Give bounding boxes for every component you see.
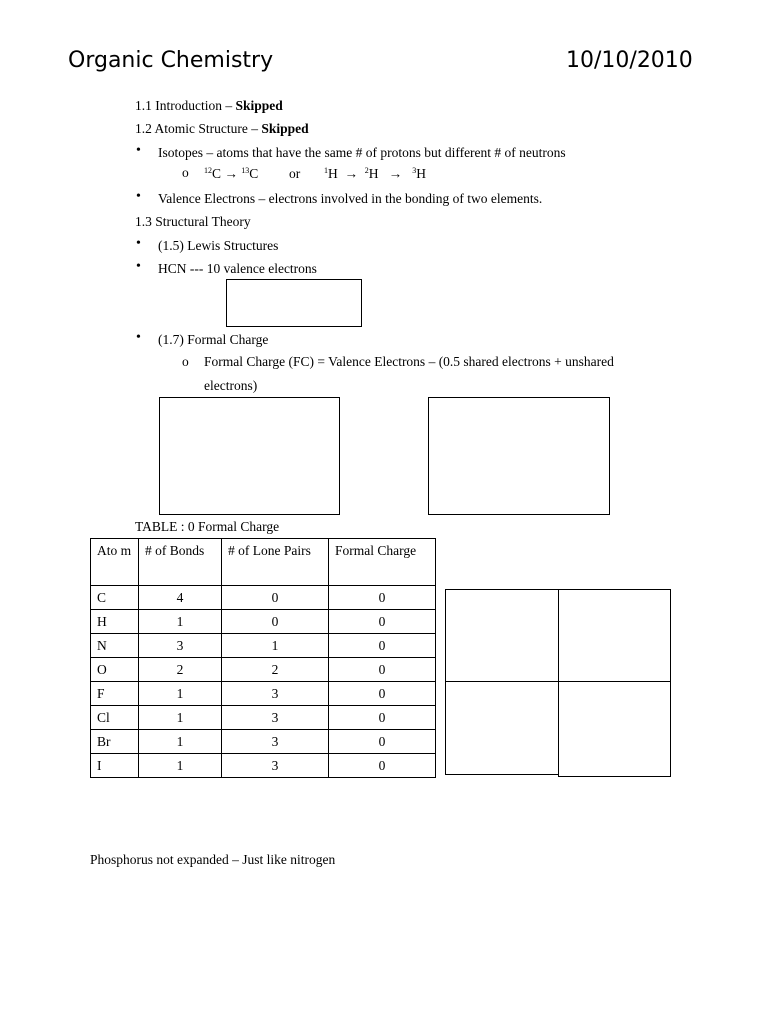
table-cell: 1 xyxy=(139,682,222,706)
table-cell: 1 xyxy=(139,730,222,754)
table-cell: 3 xyxy=(222,754,329,778)
table-cell: H xyxy=(91,610,139,634)
section-intro-status: Skipped xyxy=(235,98,283,113)
table-cell: 0 xyxy=(329,586,436,610)
arrow-icon: → xyxy=(388,166,403,181)
table-cell: 0 xyxy=(222,586,329,610)
table-cell: 0 xyxy=(329,682,436,706)
circle-bullet-icon: o xyxy=(182,165,189,180)
formal-charge-definition: Formal Charge (FC) = Valence Electrons – (0.5 shared electrons + unshared xyxy=(204,354,614,369)
column-header-formal-charge: Formal Charge xyxy=(329,539,436,586)
table-row xyxy=(91,754,436,778)
formal-charge-box-left xyxy=(159,397,340,515)
table-cell: Br xyxy=(91,730,139,754)
hcn-valence: HCN --- 10 valence electrons xyxy=(158,261,317,276)
grid-box-top-right xyxy=(558,589,671,682)
table-cell: 0 xyxy=(329,706,436,730)
table-cell: 0 xyxy=(329,730,436,754)
arrow-icon: → xyxy=(344,166,358,181)
lewis-structures: (1.5) Lewis Structures xyxy=(158,238,279,253)
isotopes-definition: Isotopes – atoms that have the same # of protons but different # of neutrons xyxy=(158,145,566,160)
formal-charge-box-right xyxy=(428,397,610,515)
table-cell: 1 xyxy=(139,706,222,730)
table-cell: F xyxy=(91,682,139,706)
arrow-icon: → xyxy=(224,166,238,181)
table-row xyxy=(91,658,436,682)
table-row xyxy=(91,706,436,730)
dot-bullet-icon: • xyxy=(136,330,141,345)
section-intro xyxy=(135,98,283,114)
section-intro-label: 1.1 Introduction – xyxy=(135,98,236,113)
formal-charge-heading: (1.7) Formal Charge xyxy=(158,332,269,347)
section-atomic-label: 1.2 Atomic Structure – xyxy=(135,121,262,136)
table-cell: 3 xyxy=(222,730,329,754)
table-cell: 1 xyxy=(222,634,329,658)
dot-bullet-icon: • xyxy=(136,236,141,251)
column-header-atom: Ato m xyxy=(91,539,139,586)
table-cell: Cl xyxy=(91,706,139,730)
formal-charge-definition-cont: electrons) xyxy=(204,378,258,393)
isotope-example: $^{12}$C → $^{13}$C xyxy=(204,166,259,181)
table-cell: 2 xyxy=(222,658,329,682)
grid-box-top-left xyxy=(445,589,559,682)
dot-bullet-icon: • xyxy=(136,143,141,158)
table-cell: 3 xyxy=(222,706,329,730)
page-title: Organic Chemistry xyxy=(68,48,274,73)
table-header-row xyxy=(91,539,436,586)
table-cell: 4 xyxy=(139,586,222,610)
table-cell: 0 xyxy=(329,610,436,634)
table-row xyxy=(91,586,436,610)
table-row xyxy=(91,730,436,754)
hcn-structure-box xyxy=(226,279,362,327)
table-cell: 1 xyxy=(139,610,222,634)
dot-bullet-icon: • xyxy=(136,189,141,204)
hydrogen-isotopes: $^1$H → $^2$H → $^3$H xyxy=(324,166,426,181)
dot-bullet-icon: • xyxy=(136,259,141,274)
page-date: 10/10/2010 xyxy=(566,48,693,73)
valence-definition: Valence Electrons – electrons involved in the bonding of two elements. xyxy=(158,191,543,206)
table-cell: N xyxy=(91,634,139,658)
table-row xyxy=(91,682,436,706)
grid-box-bottom-right xyxy=(558,681,671,777)
table-cell: O xyxy=(91,658,139,682)
table-cell: 2 xyxy=(139,658,222,682)
isotope-or: or xyxy=(289,166,301,181)
table-cell: 0 xyxy=(329,634,436,658)
table-cell: 3 xyxy=(222,682,329,706)
table-caption: TABLE : 0 Formal Charge xyxy=(135,519,280,534)
section-atomic-status: Skipped xyxy=(261,121,309,136)
section-atomic xyxy=(135,121,309,137)
table-row xyxy=(91,634,436,658)
column-header-bonds: # of Bonds xyxy=(139,539,222,586)
table-cell: 0 xyxy=(222,610,329,634)
grid-box-bottom-left xyxy=(445,681,559,775)
table-cell: 3 xyxy=(139,634,222,658)
table-cell: 0 xyxy=(329,658,436,682)
phosphorus-note: Phosphorus not expanded – Just like nitrogen xyxy=(90,852,336,867)
column-header-lone-pairs: # of Lone Pairs xyxy=(222,539,329,586)
table-cell: C xyxy=(91,586,139,610)
circle-bullet-icon: o xyxy=(182,354,189,369)
table-cell: I xyxy=(91,754,139,778)
table-row xyxy=(91,610,436,634)
formal-charge-table xyxy=(90,538,436,778)
table-cell: 1 xyxy=(139,754,222,778)
table-cell: 0 xyxy=(329,754,436,778)
section-structural: 1.3 Structural Theory xyxy=(135,214,251,229)
